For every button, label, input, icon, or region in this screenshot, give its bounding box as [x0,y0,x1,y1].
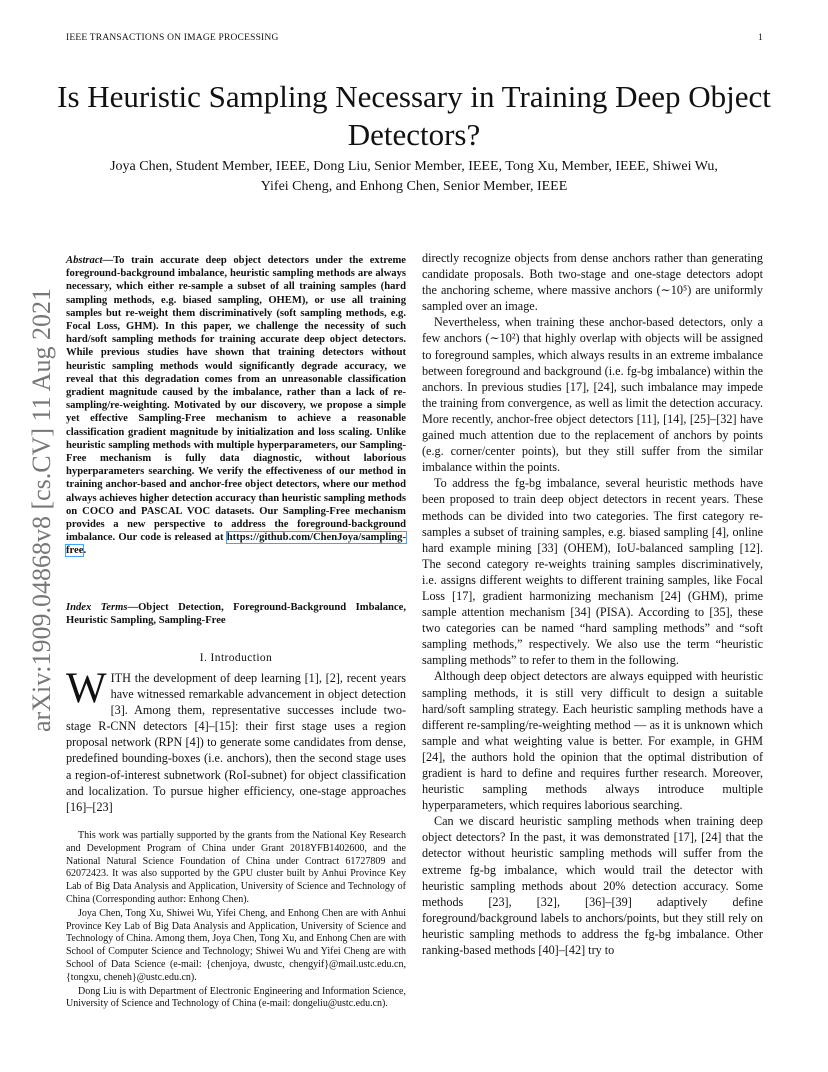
drop-cap: W [66,665,107,712]
index-terms [66,601,406,627]
authors-line-1: Joya Chen, Student Member, IEEE, Dong Liu, Senior Member, IEEE, Tong Xu, Member, IEEE, Shiwei Wu, [110,159,718,174]
paragraph: To address the fg-bg imbalance, several heuristic methods have been proposed to train deep object detectors in recent years. These methods can be divided into two categories. The first category re-samples a subset of training samples, e.g. biased sampling [4], online hard example mining [33] (OHEM), IoU-balanced sampling [12]. The second category re-weights training samples discriminatively, i.e. assigns different weights to different training samples, like Focal Loss [17], gradient harmonizing mechanism [24] (GHM), prime sample attention mechanism [34] (PISA). According to [35], these two categories can be named “hard sampling methods” and “soft sampling methods,” respectively. We also use the term “heuristic sampling methods” to refer to them in the following. [422,476,763,668]
section-heading: I. Introduction [199,652,273,664]
right-column [422,250,763,958]
abstract [66,254,406,558]
index-terms-text: —Object Detection, Foreground-Background Imbalance, Heuristic Sampling, Sampling-Free [66,602,406,627]
footnote-funding: This work was partially supported by the grants from the National Key Research and Development Program of China under Grant 2018YFB1402600, and the National Natural Science Foundation of China under Contract 61727809 and 62072423. It was also supported by the GPU cluster built by Anhui Province Key Lab of Big Data Analysis and Application, University of Science and Technology of China (Corresponding author: Enhong Chen). [66,830,406,905]
journal-header: IEEE TRANSACTIONS ON IMAGE PROCESSING [66,33,279,43]
paragraph: Although deep object detectors are always equipped with heuristic sampling methods, it is still very difficult to design a suitable hard/soft sampling strategy. Each heuristic sampling methods have a different re-sampling/re-weighting method — as it is unknown which sample and what weighting value is better. For example, in GHM [24], the authors hold the opinion that the optimal distribution of gradient is hard to define and requires further research. Moreover, heuristic sampling methods always introduce multiple hyperparameters, which requires laborious searching. [422,669,763,813]
page-number: 1 [758,33,763,43]
intro-text: ITH the development of deep learning [1], [2], recent years have witnessed remarkable advancement in object detection [3]. Among them, representative successes include two-stage R-CNN detectors [4]–[15]: their first stage uses a region proposal network (RPN [4]) to generate some candidates from dense, predefined bounding-boxes (i.e. anchors), then the second stage uses a region-of-interest subnetwork (RoI-subnet) for object classification and localization. To pursue higher efficiency, one-stage approaches [16]–[23] [66,671,406,814]
authors-line-2: Yifei Cheng, and Enhong Chen, Senior Member, IEEE [260,179,568,194]
footnote-affiliation-2: Dong Liu is with Department of Electronic Engineering and Information Science, University of Science and Technology of China (e-mail: dongeliu@ustc.edu.cn). [66,985,406,1010]
abstract-end: . [83,545,87,557]
index-terms-label: Index Terms [66,602,128,613]
footnotes [66,830,406,1012]
intro-paragraph [66,665,406,815]
footnote-affiliation: Joya Chen, Tong Xu, Shiwei Wu, Yifei Cheng, and Enhong Chen are with Anhui Province Key Lab of Big Data Analysis and Application, University of Science and Technology of China. Among them, Joya Chen, Tong Xu, and Enhong Chen are with School of Computer Science and Technology; Shiwei Wu and Yifei Cheng are with School of Data Science (e-mail: {chenjoya, dwustc, chengyif}@mail.ustc.edu.cn, {tongxu, cheneh}@ustc.edu.cn). [66,907,406,983]
abstract-label: Abstract [66,255,103,266]
code-link[interactable]: https://github.com/ChenJoya/sampling-free [66,532,406,557]
paragraph: Nevertheless, when training these anchor-based detectors, only a few anchors (∼10²) that highly overlap with objects will be assigned to foreground samples, which always results in an extreme imbalance between foreground and background (i.e. fg-bg imbalance) within the anchors. In previous studies [17], [24], such imbalance may impede the training from convergence, as well as limit the detection accuracy. More recently, anchor-free object detectors [11], [14], [25]–[32] have gained much attention due to the replacement of anchors by points (e.g. corner/center points), but they still suffer from the similar imbalance within the points. [422,315,763,475]
abstract-text: —To train accurate deep object detectors under the extreme foreground-background imbalance, heuristic sampling methods are always necessary, which either re-sample a subset of all training samples (hard sampling methods, e.g. biased sampling, OHEM), or use all training samples but re-weight them discriminatively (soft sampling methods, e.g. Focal Loss, GHM). In this paper, we challenge the necessity of such hard/soft sampling methods for training accurate deep object detectors. While previous studies have shown that training detectors without heuristic sampling methods would significantly degrade accuracy, we reveal that this degradation comes from an unreasonable classification gradient magnitude caused by the imbalance, rather than a lack of re-sampling/re-weighting. Motivated by our discovery, we propose a simple yet effective Sampling-Free mechanism to achieve a reasonable classification gradient magnitude by initialization and loss scaling. Unlike heuristic sampling methods with multiple hyperparameters, our Sampling-Free mechanism is fully data diagnostic, without laborious hyperparameters searching. We verify the effectiveness of our method in training anchor-based and anchor-free object detectors, where our method always achieves higher detection accuracy than heuristic sampling methods on COCO and PASCAL VOC datasets. Our Sampling-Free mechanism provides a new perspective to address the foreground-background imbalance. Our code is released at [66,255,406,544]
arxiv-side-stamp: arXiv:1909.04868v8 [cs.CV] 11 Aug 2021 [27,288,56,732]
author-list [40,157,788,197]
paragraph: directly recognize objects from dense anchors rather than generating candidate proposals. Both two-stage and one-stage detectors adopt the anchoring scheme, where massive anchors (∼10⁵) are uniformly sampled over an image. [422,251,763,314]
paper-title: Is Heuristic Sampling Necessary in Training Deep Object Detectors? [57,79,771,152]
paragraph: Can we discard heuristic sampling methods when training deep object detectors? In the past, it was demonstrated [17], [24] that the detector without heuristic sampling methods will suffer from the extreme fg-bg imbalance, which would trail the detector with heuristic sampling methods about 20% detection accuracy. Some methods [23], [32], [36]–[39] adaptively define foreground/background labels to anchors/points, but they still rely on heuristic sampling methods to address the fg-bg imbalance. Other ranking-based methods [40]–[42] try to [422,814,763,958]
